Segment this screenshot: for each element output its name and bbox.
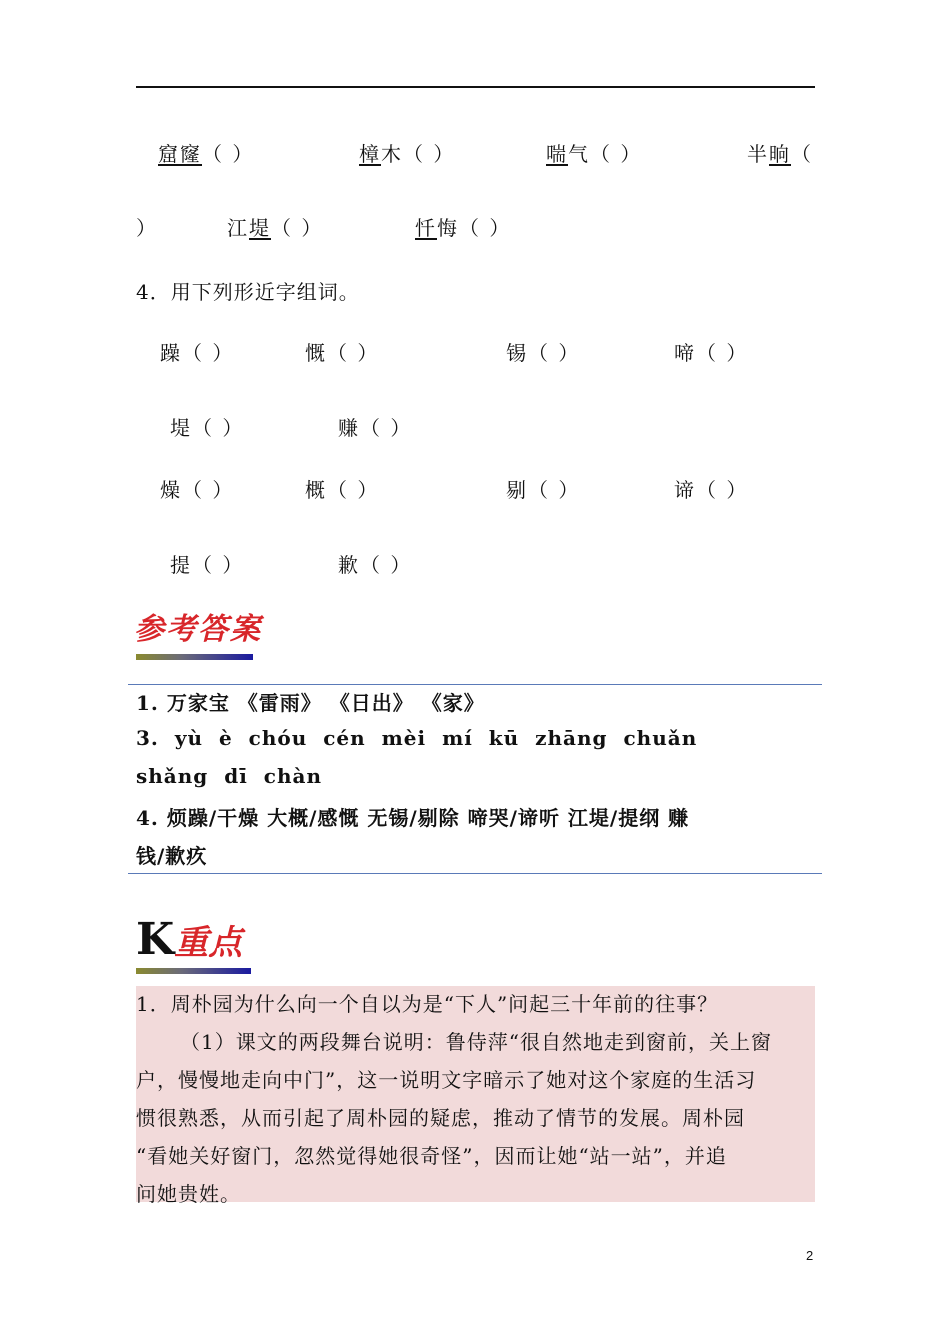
pinyin-item-kulong: 窟窿（ ） — [158, 142, 255, 166]
answer-line-4: 4. 烦躁/干燥 大概/感慨 无锡/剔除 啼哭/谛听 江堤/提纲 赚 — [136, 806, 690, 830]
pinyin-item-jiangdi: 江堤（ ） — [227, 216, 324, 240]
pinyin-item-close-paren: ） — [136, 216, 158, 240]
word-item: 慨（ ） — [305, 341, 380, 365]
word-item: 堤（ ） — [170, 416, 245, 440]
key-paragraph-line: 户，慢慢地走向中门”，这一说明文字暗示了她对这个家庭的生活习 — [136, 1068, 757, 1092]
key-paragraph-line: “看她关好窗门，忽然觉得她很奇怪”，因而让她“站一站”，并追 — [136, 1144, 727, 1168]
word-item: 燥（ ） — [160, 478, 235, 502]
question-4-title: 4．用下列形近字组词。 — [136, 280, 360, 304]
page-number: 2 — [806, 1248, 814, 1263]
answers-heading-underline — [136, 654, 253, 660]
word-item: 概（ ） — [305, 478, 380, 502]
word-item: 赚（ ） — [338, 416, 413, 440]
key-points-word: 重点 — [174, 923, 243, 963]
word-item: 啼（ ） — [674, 341, 749, 365]
pinyin-item-chuanqi: 喘气（ ） — [546, 142, 643, 166]
word-item: 躁（ ） — [160, 341, 235, 365]
word-item: 歉（ ） — [338, 553, 413, 577]
word-item: 提（ ） — [170, 553, 245, 577]
key-points-heading — [136, 914, 242, 965]
answer-line-3-cont: shǎng dī chàn — [136, 764, 323, 788]
key-points-box — [136, 986, 815, 1202]
answers-heading: 参考答案 — [134, 612, 262, 647]
pinyin-item-chanhui: 忏悔（ ） — [415, 216, 512, 240]
word-item: 谛（ ） — [674, 478, 749, 502]
answer-line-3: 3. yù è chóu cén mèi mí kū zhāng chuǎn — [136, 726, 698, 750]
key-points-heading-underline — [136, 968, 251, 974]
key-points-letter: K — [136, 914, 175, 965]
pinyin-item-zhangmu: 樟木（ ） — [359, 142, 456, 166]
answer-line-1: 1. 万家宝 《雷雨》 《日出》 《家》 — [136, 691, 485, 715]
key-paragraph-line: 问她贵姓。 — [136, 1182, 241, 1206]
word-item: 剔（ ） — [506, 478, 581, 502]
word-item: 锡（ ） — [506, 341, 581, 365]
answer-line-4-cont: 钱/歉疚 — [136, 844, 208, 868]
pinyin-item-banshang: 半晌（ — [747, 142, 813, 166]
key-question: 1．周朴园为什么向一个自以为是“下人”问起三十年前的往事？ — [136, 992, 719, 1016]
top-rule — [136, 86, 815, 88]
key-paragraph-line: （1）课文的两段舞台说明：鲁侍萍“很自然地走到窗前，关上窗 — [180, 1030, 772, 1054]
key-paragraph-line: 惯很熟悉，从而引起了周朴园的疑虑，推动了情节的发展。周朴园 — [136, 1106, 745, 1130]
